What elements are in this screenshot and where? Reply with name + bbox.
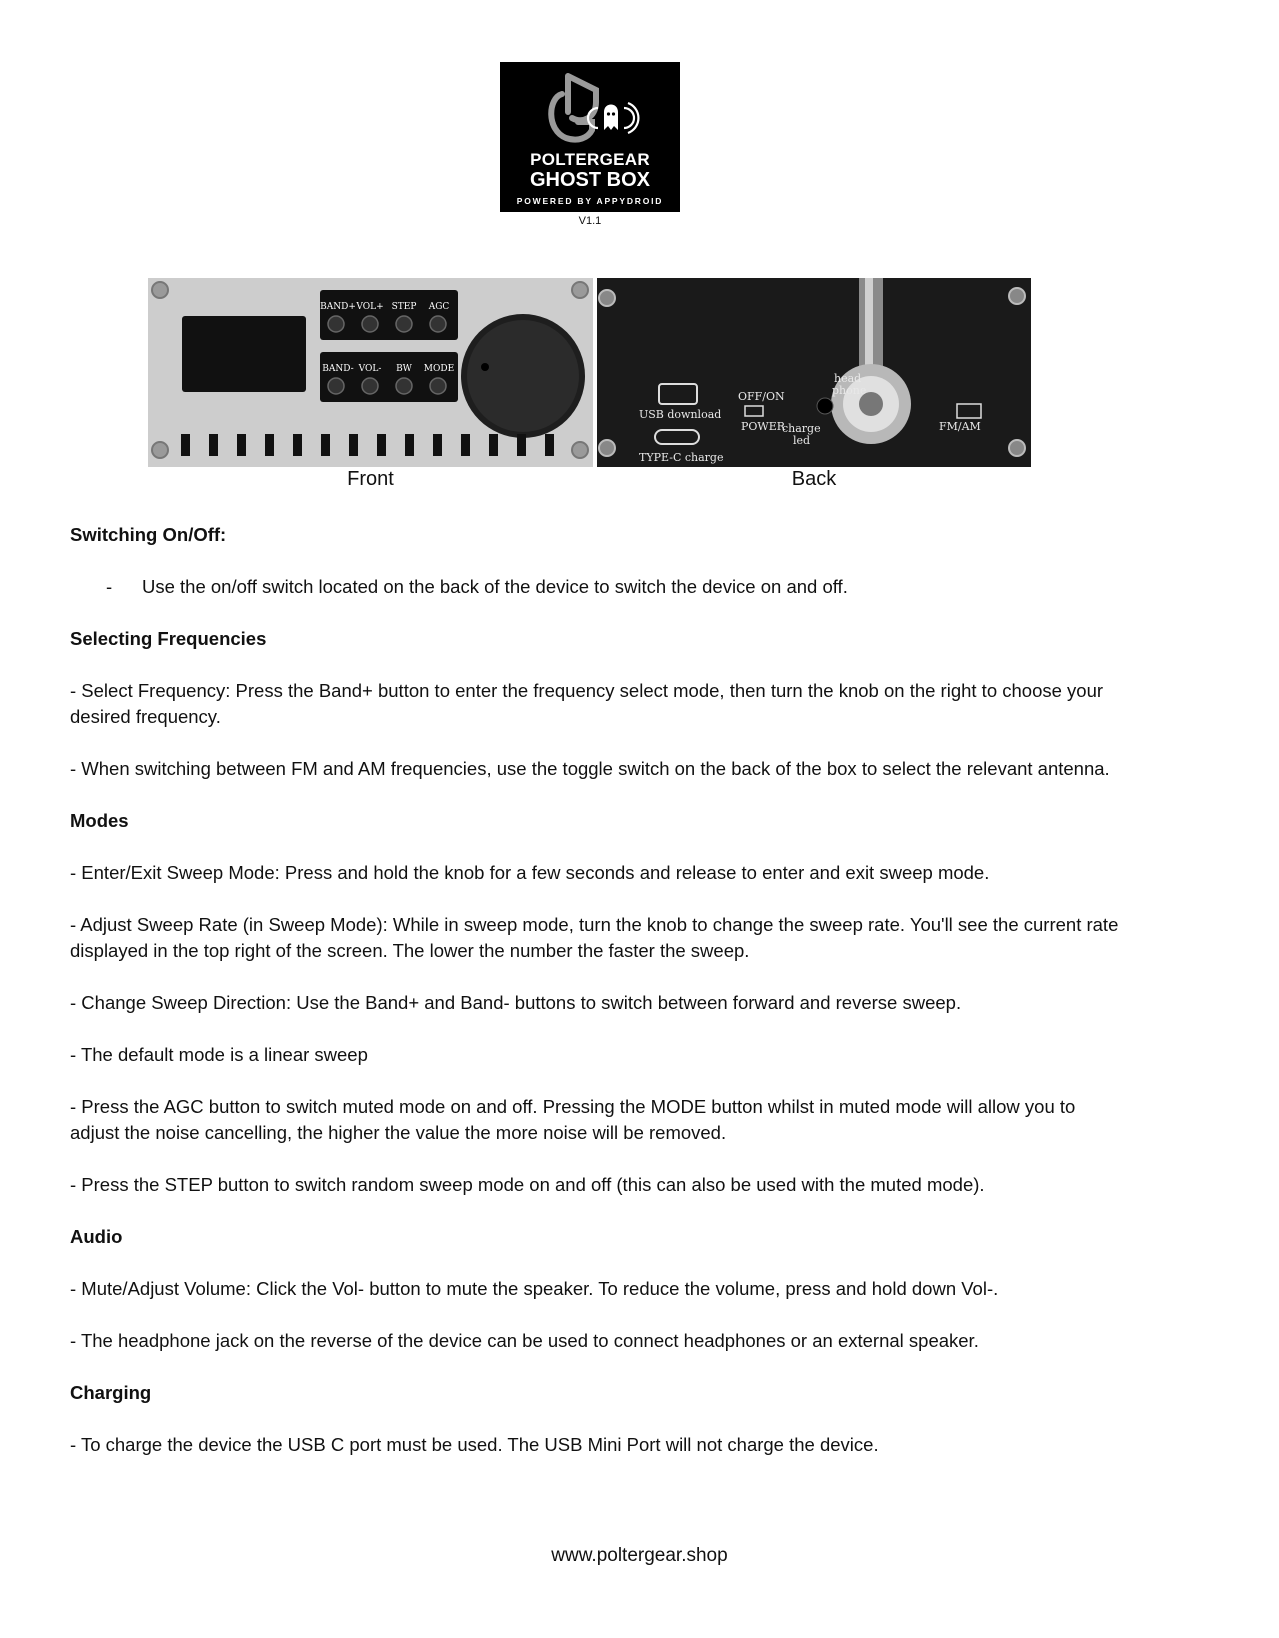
logo-line-3: POWERED BY APPYDROID xyxy=(516,196,664,206)
paragraph: - Press the AGC button to switch muted mode on and off. Pressing the MODE button whilst in muted mode will allow you to adjust the noise cancelling, the higher the value the more noise will be removed. xyxy=(70,1096,1076,1143)
back-label-typec: TYPE-C charge xyxy=(639,451,724,464)
poltergear-logo xyxy=(500,62,680,212)
back-label-fmam: FM/AM xyxy=(939,420,981,433)
paragraph: - The default mode is a linear sweep xyxy=(70,1044,368,1065)
front-label-band-plus: BAND+ xyxy=(320,302,356,312)
back-label-usb: USB download xyxy=(639,408,722,421)
heading-frequencies: Selecting Frequencies xyxy=(70,628,267,649)
logo-line-2: GHOST BOX xyxy=(529,169,650,191)
back-label-phone: phone xyxy=(832,384,867,397)
back-label-offon: OFF/ON xyxy=(738,390,785,403)
front-caption: Front xyxy=(347,468,394,490)
front-label-agc: AGC xyxy=(428,302,450,312)
footer-website-link[interactable]: www.poltergear.shop xyxy=(551,1545,728,1566)
front-label-band-minus: BAND- xyxy=(322,364,354,374)
back-label-power: POWER xyxy=(741,420,786,433)
heading-modes: Modes xyxy=(70,810,129,831)
paragraph: - Select Frequency: Press the Band+ button to enter the frequency select mode, then turn the knob on the right to choose your desired frequency. xyxy=(70,680,1104,727)
version-label: V1.1 xyxy=(578,215,602,227)
front-device-photo xyxy=(148,278,593,467)
paragraph: - Adjust Sweep Rate (in Sweep Mode): While in sweep mode, turn the knob to change the sweep rate. You'll see the current rate displayed in the top right of the screen. The lower the number the faster the sweep. xyxy=(70,914,1119,961)
heading-audio: Audio xyxy=(70,1226,123,1247)
back-label-head: head xyxy=(834,372,862,385)
front-label-step: STEP xyxy=(391,302,417,312)
paragraph: - To charge the device the USB C port must be used. The USB Mini Port will not charge the device. xyxy=(70,1434,879,1455)
front-label-mode: MODE xyxy=(423,364,455,374)
list-item xyxy=(70,574,1120,600)
paragraph: - Enter/Exit Sweep Mode: Press and hold the knob for a few seconds and release to enter and exit sweep mode. xyxy=(70,862,990,883)
paragraph: - The headphone jack on the reverse of the device can be used to connect headphones or an external speaker. xyxy=(70,1330,979,1351)
paragraph: - When switching between FM and AM frequencies, use the toggle switch on the back of the box to select the relevant antenna. xyxy=(70,758,1110,779)
back-device-photo xyxy=(597,278,1031,467)
front-label-vol-plus: VOL+ xyxy=(356,302,384,312)
heading-charging: Charging xyxy=(70,1382,152,1403)
paragraph: - Press the STEP button to switch random sweep mode on and off (this can also be used with the muted mode). xyxy=(70,1174,985,1195)
logo-line-1: POLTERGEAR xyxy=(530,150,650,169)
heading-switching: Switching On/Off: xyxy=(70,524,227,545)
bullet-dash: - xyxy=(106,576,113,597)
front-label-vol-minus: VOL- xyxy=(358,364,382,374)
back-label-charge: charge xyxy=(782,422,821,435)
bullet-text: Use the on/off switch located on the back of the device to switch the device on and off. xyxy=(142,576,848,597)
paragraph: - Mute/Adjust Volume: Click the Vol- button to mute the speaker. To reduce the volume, press and hold down Vol-. xyxy=(70,1278,999,1299)
instructions-body xyxy=(70,522,1120,1484)
back-caption: Back xyxy=(791,468,837,490)
ghost-logo-icon xyxy=(538,68,642,152)
back-label-led: led xyxy=(793,434,811,447)
paragraph: - Change Sweep Direction: Use the Band+ and Band- buttons to switch between forward and reverse sweep. xyxy=(70,992,962,1013)
front-label-bw: BW xyxy=(396,364,412,374)
